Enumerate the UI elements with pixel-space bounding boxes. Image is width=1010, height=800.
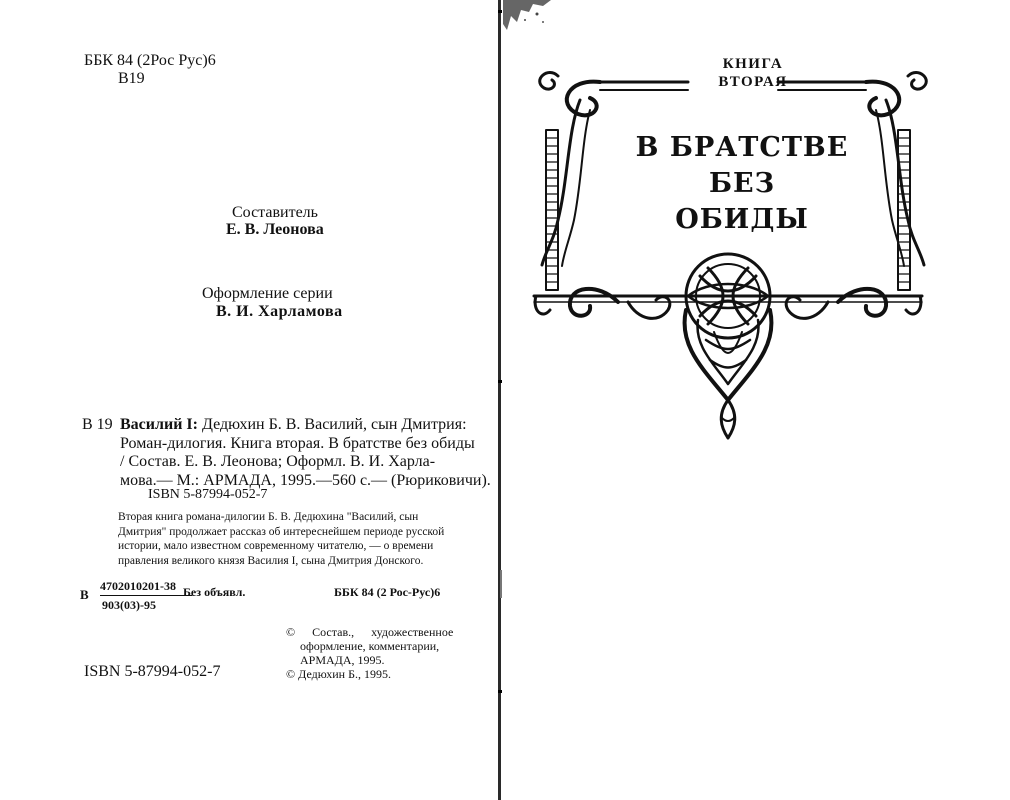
author-mark-top: В19 bbox=[118, 70, 145, 87]
book-label-line-1: КНИГА bbox=[722, 56, 784, 72]
annotation-line: истории, мало известном современному читателю, — о времени bbox=[118, 540, 434, 552]
gutter-mark bbox=[498, 380, 502, 383]
annotation-line: Вторая книга романа-дилогии Б. В. Дедюхина "Василий, сын bbox=[118, 511, 419, 523]
catalog-heading: Василий I: bbox=[120, 416, 198, 433]
gutter-mark bbox=[498, 690, 502, 693]
compiler-name: Е. В. Леонова bbox=[226, 221, 324, 238]
bbk-code-bottom: ББК 84 (2 Рос-Рус)6 bbox=[334, 585, 441, 599]
catalog-line: Василий I: Дедюхин Б. В. Василий, сын Дмитрия: bbox=[120, 416, 467, 433]
compiler-label: Составитель bbox=[232, 204, 318, 221]
copyright-block bbox=[286, 625, 460, 681]
annotation-line: Дмитрия" продолжает рассказ об интереснейшем периоде русской bbox=[118, 525, 445, 538]
catalog-line: Роман-дилогия. Книга вторая. В братстве без обиды bbox=[120, 434, 475, 452]
fraction-bar bbox=[100, 595, 192, 596]
isbn-inline: ISBN 5-87994-052-7 bbox=[148, 487, 268, 502]
gutter-mark bbox=[498, 10, 502, 13]
bbk-code-top: ББК 84 (2Рос Рус)6 bbox=[84, 52, 216, 69]
fraction-denominator: 903(03)-95 bbox=[102, 598, 156, 612]
catalog-line: / Состав. Е. В. Леонова; Оформл. В. И. Харла- bbox=[120, 453, 436, 470]
catalog-line: мова.— М.: АРМАДА, 1995.—560 с.— (Рюриковичи). bbox=[120, 471, 491, 489]
isbn-bottom: ISBN 5-87994-052-7 bbox=[84, 663, 221, 680]
book-title-line-1: В БРАТСТВЕ bbox=[635, 132, 849, 163]
fraction-prefix: В bbox=[80, 587, 89, 602]
page-gutter bbox=[498, 0, 501, 800]
copyright-line: АРМАДА, 1995. bbox=[300, 653, 385, 667]
book-title-line-2: БЕЗ bbox=[708, 168, 776, 199]
series-design-label: Оформление серии bbox=[202, 285, 333, 302]
annotation bbox=[118, 510, 462, 568]
book-label-line-2: ВТОРАЯ bbox=[718, 74, 788, 90]
no-announcement: Без объявл. bbox=[183, 585, 246, 599]
catalog-code: В 19 bbox=[82, 416, 113, 433]
scan-smudge-icon bbox=[503, 0, 551, 32]
scan-artifact bbox=[500, 570, 502, 598]
copyright-line: © Дедюхин Б., 1995. bbox=[286, 667, 391, 681]
title-frame-ornament-icon bbox=[528, 70, 928, 450]
book-title-line-3: ОБИДЫ bbox=[675, 204, 809, 235]
fraction-numerator: 4702010201-38 bbox=[100, 579, 176, 593]
catalog-entry bbox=[120, 416, 491, 490]
copyright-line: оформление, комментарии, bbox=[300, 639, 440, 653]
copyright-line: © Состав., художественное bbox=[286, 625, 454, 639]
series-design-name: В. И. Харламова bbox=[216, 303, 343, 320]
annotation-line: правления великого князя Василия I, сына Дмитрия Донского. bbox=[118, 554, 424, 567]
